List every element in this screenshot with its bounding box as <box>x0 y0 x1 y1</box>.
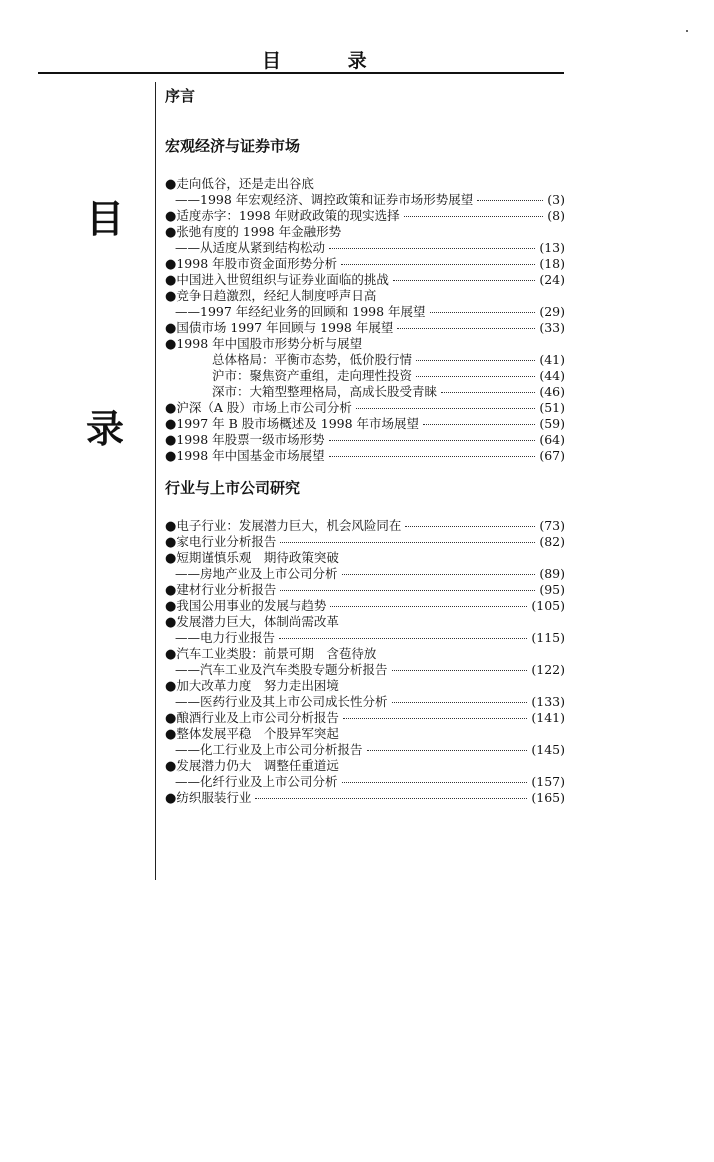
bullet-icon: ● <box>165 615 177 630</box>
bullet-icon: ● <box>165 337 177 352</box>
toc-entry-title: 汽车工业类股：前景可期 含苞待放 <box>176 646 377 661</box>
toc-entry-title: ——房地产业及上市公司分析 <box>175 566 338 581</box>
toc-page-number: (133) <box>531 694 565 709</box>
toc-entry[interactable] <box>165 192 565 208</box>
toc-entry[interactable] <box>165 774 565 790</box>
toc-entry-title: 加大改革力度 努力走出困境 <box>176 678 339 693</box>
toc-entry-title: 纺织服装行业 <box>176 790 252 805</box>
toc-entry-title: ——化纤行业及上市公司分析 <box>175 774 338 789</box>
toc-entry[interactable] <box>165 432 565 448</box>
spacer <box>165 156 565 176</box>
bullet-icon: ● <box>165 321 177 336</box>
toc-page-number: (3) <box>547 192 565 207</box>
header-rule <box>38 72 564 74</box>
toc-entry[interactable] <box>165 288 565 304</box>
toc-entry[interactable] <box>165 598 565 614</box>
bullet-icon: ● <box>165 257 177 272</box>
toc-page-number: (115) <box>531 630 565 645</box>
toc-entry-title: 国债市场 1997 年回顾与 1998 年展望 <box>176 320 394 335</box>
toc-entry[interactable] <box>165 662 565 678</box>
toc-entry-title: 1997 年 B 股市场概述及 1998 年市场展望 <box>176 416 420 431</box>
leader-dots <box>393 280 535 281</box>
toc-page-number: (46) <box>539 384 565 399</box>
toc-entry-title: 电子行业：发展潜力巨大，机会风险同在 <box>176 518 402 533</box>
leader-dots <box>329 248 535 249</box>
toc-entry[interactable] <box>165 448 565 464</box>
leader-dots <box>392 670 528 671</box>
toc-page-number: (122) <box>531 662 565 677</box>
toc-entry-title: 中国进入世贸组织与证券业面临的挑战 <box>176 272 389 287</box>
bullet-icon: ● <box>165 551 177 566</box>
section-heading: 行业与上市公司研究 <box>165 479 301 497</box>
toc-entry-title: ——汽车工业及汽车类股专题分析报告 <box>175 662 388 677</box>
toc-entry-title: 发展潜力仍大 调整任重道远 <box>176 758 339 773</box>
section-preface <box>165 86 565 106</box>
toc-entry-title: ——医药行业及其上市公司成长性分析 <box>175 694 388 709</box>
toc-entry[interactable] <box>165 176 565 192</box>
toc-page-number: (89) <box>539 566 565 581</box>
toc-entry-title: 酿酒行业及上市公司分析报告 <box>176 710 339 725</box>
toc-page-number: (67) <box>539 448 565 463</box>
toc-entry-title: 我国公用事业的发展与趋势 <box>176 598 327 613</box>
leader-dots <box>280 590 535 591</box>
bullet-icon: ● <box>165 647 177 662</box>
bullet-icon: ● <box>165 791 177 806</box>
leader-dots <box>255 798 527 799</box>
leader-dots <box>423 424 535 425</box>
toc-entry[interactable] <box>165 758 565 774</box>
toc-entry-title: 1998 年股市资金面形势分析 <box>176 256 338 271</box>
toc-entry-title: 1998 年中国股市形势分析与展望 <box>176 336 363 351</box>
toc-entry-title: ——1998 年宏观经济、调控政策和证券市场形势展望 <box>175 192 474 207</box>
toc-entry[interactable] <box>165 534 565 550</box>
bullet-icon: ● <box>165 759 177 774</box>
toc-page-number: (24) <box>539 272 565 287</box>
toc-page-number: (51) <box>539 400 565 415</box>
toc-page-number: (95) <box>539 582 565 597</box>
toc-entry[interactable] <box>165 614 565 630</box>
leader-dots <box>342 574 536 575</box>
bullet-icon: ● <box>165 209 177 224</box>
scan-speck <box>686 30 688 32</box>
toc-entry[interactable] <box>165 726 565 742</box>
toc-page-number: (29) <box>539 304 565 319</box>
toc-entry[interactable] <box>165 630 565 646</box>
toc-entry[interactable] <box>165 272 565 288</box>
toc-entry[interactable] <box>165 566 565 582</box>
toc-entry[interactable] <box>165 384 565 400</box>
toc-entry-title: ——从适度从紧到结构松动 <box>175 240 326 255</box>
bullet-icon: ● <box>165 711 177 726</box>
toc-page-number: (105) <box>531 598 565 613</box>
toc-entry[interactable] <box>165 582 565 598</box>
leader-dots <box>329 456 536 457</box>
toc-entry[interactable] <box>165 742 565 758</box>
spacer <box>165 464 565 478</box>
toc-entry[interactable] <box>165 320 565 336</box>
toc-entry-title: 短期谨慎乐观 期待政策突破 <box>176 550 339 565</box>
section-heading: 宏观经济与证券市场 <box>165 137 301 155</box>
toc-entry[interactable] <box>165 208 565 224</box>
bullet-icon: ● <box>165 583 177 598</box>
toc-entry[interactable] <box>165 550 565 566</box>
toc-entry-title: 1998 年股票一级市场形势 <box>176 432 325 447</box>
bullet-icon: ● <box>165 519 177 534</box>
leader-dots <box>441 392 535 393</box>
toc-page-number: (59) <box>539 416 565 431</box>
toc-entry[interactable] <box>165 710 565 726</box>
toc-entry-title: 张弛有度的 1998 年金融形势 <box>176 224 342 239</box>
toc-entry-title: 发展潜力巨大，体制尚需改革 <box>176 614 339 629</box>
page-title: 目 录 <box>262 50 397 72</box>
toc-entry[interactable] <box>165 352 565 368</box>
bullet-icon: ● <box>165 599 177 614</box>
toc-page-number: (18) <box>539 256 565 271</box>
leader-dots <box>341 264 535 265</box>
section-macro <box>165 136 565 464</box>
leader-dots <box>367 750 528 751</box>
toc-entry[interactable] <box>165 368 565 384</box>
toc-entry[interactable] <box>165 336 565 352</box>
toc-page-number: (64) <box>539 432 565 447</box>
toc-entry[interactable] <box>165 694 565 710</box>
leader-dots <box>397 328 535 329</box>
toc-entry-title: 整体发展平稳 个股异军突起 <box>176 726 339 741</box>
toc-entry-title: 适度赤字：1998 年财政政策的现实选择 <box>176 208 400 223</box>
bullet-icon: ● <box>165 401 177 416</box>
toc-entry-title: 深市：大箱型整理格局，高成长股受青睐 <box>212 384 438 399</box>
bullet-icon: ● <box>165 225 177 240</box>
toc-page-number: (141) <box>531 710 565 725</box>
leader-dots <box>356 408 535 409</box>
toc-page-number: (8) <box>547 208 565 223</box>
toc-entry-title: ——1997 年经纪业务的回顾和 1998 年展望 <box>175 304 426 319</box>
leader-dots <box>404 216 544 217</box>
toc-entry-title: 建材行业分析报告 <box>176 582 277 597</box>
spacer <box>165 106 565 136</box>
leader-dots <box>329 440 536 441</box>
bullet-icon: ● <box>165 177 177 192</box>
leader-dots <box>279 638 527 639</box>
side-char-lu: 录 <box>86 407 125 451</box>
bullet-icon: ● <box>165 449 177 464</box>
section-heading: 序言 <box>165 87 196 105</box>
toc-entry[interactable] <box>165 256 565 272</box>
leader-dots <box>477 200 543 201</box>
toc-entry-title: 走向低谷，还是走出谷底 <box>176 176 314 191</box>
bullet-icon: ● <box>165 679 177 694</box>
bullet-icon: ● <box>165 417 177 432</box>
leader-dots <box>392 702 528 703</box>
toc-page-number: (41) <box>539 352 565 367</box>
toc-entry-title: 总体格局：平衡市态势，低价股行情 <box>212 352 413 367</box>
toc-content <box>165 86 565 806</box>
toc-page-number: (33) <box>539 320 565 335</box>
leader-dots <box>405 526 535 527</box>
bullet-icon: ● <box>165 289 177 304</box>
toc-entry[interactable] <box>165 678 565 694</box>
toc-page-number: (82) <box>539 534 565 549</box>
bullet-icon: ● <box>165 273 177 288</box>
toc-entry[interactable] <box>165 646 565 662</box>
vertical-rule <box>155 82 156 880</box>
toc-entry[interactable] <box>165 400 565 416</box>
toc-page-number: (13) <box>539 240 565 255</box>
toc-entry[interactable] <box>165 518 565 534</box>
bullet-icon: ● <box>165 727 177 742</box>
toc-entry-title: 1998 年中国基金市场展望 <box>176 448 325 463</box>
leader-dots <box>416 376 535 377</box>
side-char-mu: 目 <box>86 197 125 241</box>
bullet-icon: ● <box>165 433 177 448</box>
leader-dots <box>416 360 535 361</box>
toc-entry[interactable] <box>165 790 565 806</box>
toc-page-number: (165) <box>531 790 565 805</box>
toc-entry-title: 竞争日趋激烈，经纪人制度呼声日高 <box>176 288 377 303</box>
bullet-icon: ● <box>165 535 177 550</box>
toc-entry[interactable] <box>165 224 565 240</box>
leader-dots <box>280 542 535 543</box>
section-industry <box>165 478 565 806</box>
toc-entry-title: ——化工行业及上市公司分析报告 <box>175 742 363 757</box>
toc-entry-title: 沪市：聚焦资产重组，走向理性投资 <box>212 368 413 383</box>
toc-entry[interactable] <box>165 304 565 320</box>
toc-entry-title: 沪深（A 股）市场上市公司分析 <box>176 400 352 415</box>
toc-page-number: (44) <box>539 368 565 383</box>
leader-dots <box>430 312 536 313</box>
toc-entry-title: ——电力行业报告 <box>175 630 276 645</box>
toc-page-number: (145) <box>531 742 565 757</box>
spacer <box>165 498 565 518</box>
toc-page-number: (73) <box>539 518 565 533</box>
toc-page-number: (157) <box>531 774 565 789</box>
toc-entry[interactable] <box>165 240 565 256</box>
leader-dots <box>343 718 528 719</box>
toc-entry[interactable] <box>165 416 565 432</box>
leader-dots <box>330 606 527 607</box>
toc-entry-title: 家电行业分析报告 <box>176 534 277 549</box>
leader-dots <box>342 782 528 783</box>
